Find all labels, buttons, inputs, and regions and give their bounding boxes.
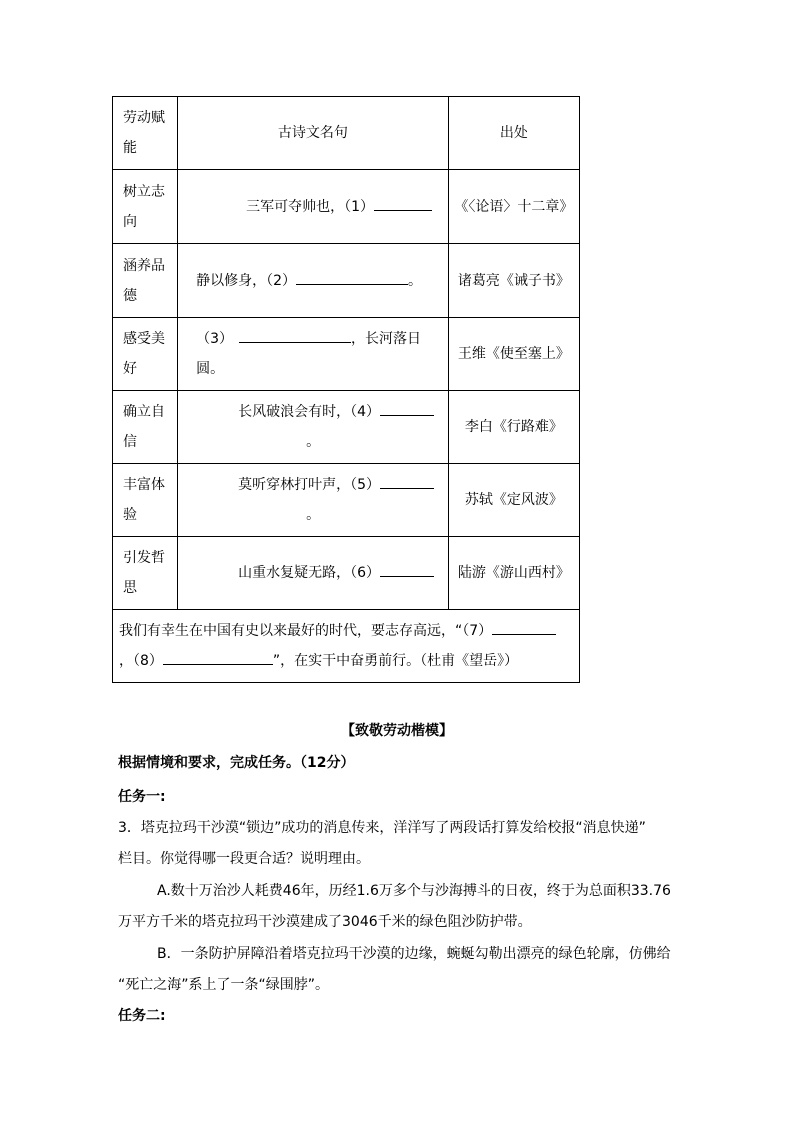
table-row	[113, 170, 580, 244]
quote-text-after: 。	[306, 434, 321, 450]
quote-text: 莫听穿林打叶声，（5）	[238, 477, 381, 493]
row-category: 感受美好	[113, 318, 178, 391]
quote-text-after: ，长河落日圆。	[196, 331, 422, 377]
answer-blank-7[interactable]	[492, 618, 556, 635]
instruction: 根据情境和要求，完成任务。（12分）	[118, 755, 355, 771]
answer-blank-4[interactable]	[380, 399, 434, 416]
task1-label: 任务一:	[118, 789, 166, 805]
row-quote	[178, 244, 449, 318]
footer-line2-after: ”，在实干中奋勇前行。（杜甫《望岳》）	[272, 653, 519, 669]
footer-line2-before: ，（8）	[119, 653, 163, 669]
answer-blank-3[interactable]	[239, 326, 351, 343]
row-category: 树立志向	[113, 170, 178, 244]
quote-text: 山重水复疑无路，（6）	[238, 565, 381, 581]
table-row	[113, 537, 580, 610]
footer-line1: 我们有幸生在中国有史以来最好的时代，要志存高远，“（7）	[119, 623, 493, 639]
header-quote: 古诗文名句	[178, 97, 449, 170]
quote-text: 三军可夺帅也，（1）	[246, 198, 375, 215]
header-source: 出处	[448, 97, 579, 170]
question3-line2: 栏目。你觉得哪一段更合适？说明理由。	[118, 851, 370, 867]
row-source: 李白《行路难》	[448, 391, 579, 464]
row-quote	[178, 391, 449, 464]
table-row	[113, 318, 580, 391]
table-row	[113, 244, 580, 318]
row-source: 苏轼《定风波》	[448, 464, 579, 537]
row-category: 丰富体验	[113, 464, 178, 537]
table-header-row	[113, 97, 580, 170]
row-source: 陆游《游山西村》	[448, 537, 579, 610]
quote-text-after: 。	[408, 272, 423, 289]
table-row	[113, 464, 580, 537]
row-source: 诸葛亮《诫子书》	[448, 244, 579, 318]
quote-text: （3）	[196, 331, 234, 347]
row-category: 涵养品德	[113, 244, 178, 318]
row-source: 《〈论语〉十二章》	[448, 170, 579, 244]
answer-blank-2[interactable]	[296, 268, 408, 285]
row-category: 确立自信	[113, 391, 178, 464]
optionA-line1: A.数十万治沙人耗费46年，历经1.6万多个与沙海搏斗的日夜，终于为总面积33.76	[157, 883, 671, 899]
row-quote	[178, 318, 449, 391]
optionB-line1: B．一条防护屏障沿着塔克拉玛干沙漠的边缘，蜿蜒勾勒出漂亮的绿色轮廓，仿佛给	[157, 946, 671, 962]
row-quote	[178, 170, 449, 244]
section-title: 【致敬劳动楷模】	[341, 723, 453, 739]
optionB-line2: “死亡之海”系上了一条“绿围脖”。	[118, 977, 330, 993]
task2-label: 任务二:	[118, 1008, 166, 1024]
footer-cell	[113, 610, 580, 683]
row-category: 引发哲思	[113, 537, 178, 610]
quote-text: 静以修身，（2）	[196, 272, 297, 289]
quote-text: 长风破浪会有时，（4）	[238, 404, 381, 420]
row-source: 王维《使至塞上》	[448, 318, 579, 391]
table-row	[113, 391, 580, 464]
header-category: 劳动赋能	[113, 97, 178, 170]
poetry-table	[112, 96, 580, 683]
answer-blank-6[interactable]	[380, 560, 434, 577]
question3-line1: 3．塔克拉玛干沙漠“锁边”成功的消息传来，洋洋写了两段话打算发给校报“消息快递”	[118, 820, 646, 836]
quote-text-after: 。	[306, 507, 321, 523]
row-quote	[178, 464, 449, 537]
answer-blank-5[interactable]	[380, 472, 434, 489]
table-footer-row	[113, 610, 580, 683]
row-quote	[178, 537, 449, 610]
answer-blank-1[interactable]	[374, 194, 432, 211]
answer-blank-8[interactable]	[163, 648, 273, 665]
optionA-line2: 万平方千米的塔克拉玛干沙漠建成了3046千米的绿色阻沙防护带。	[118, 914, 532, 930]
